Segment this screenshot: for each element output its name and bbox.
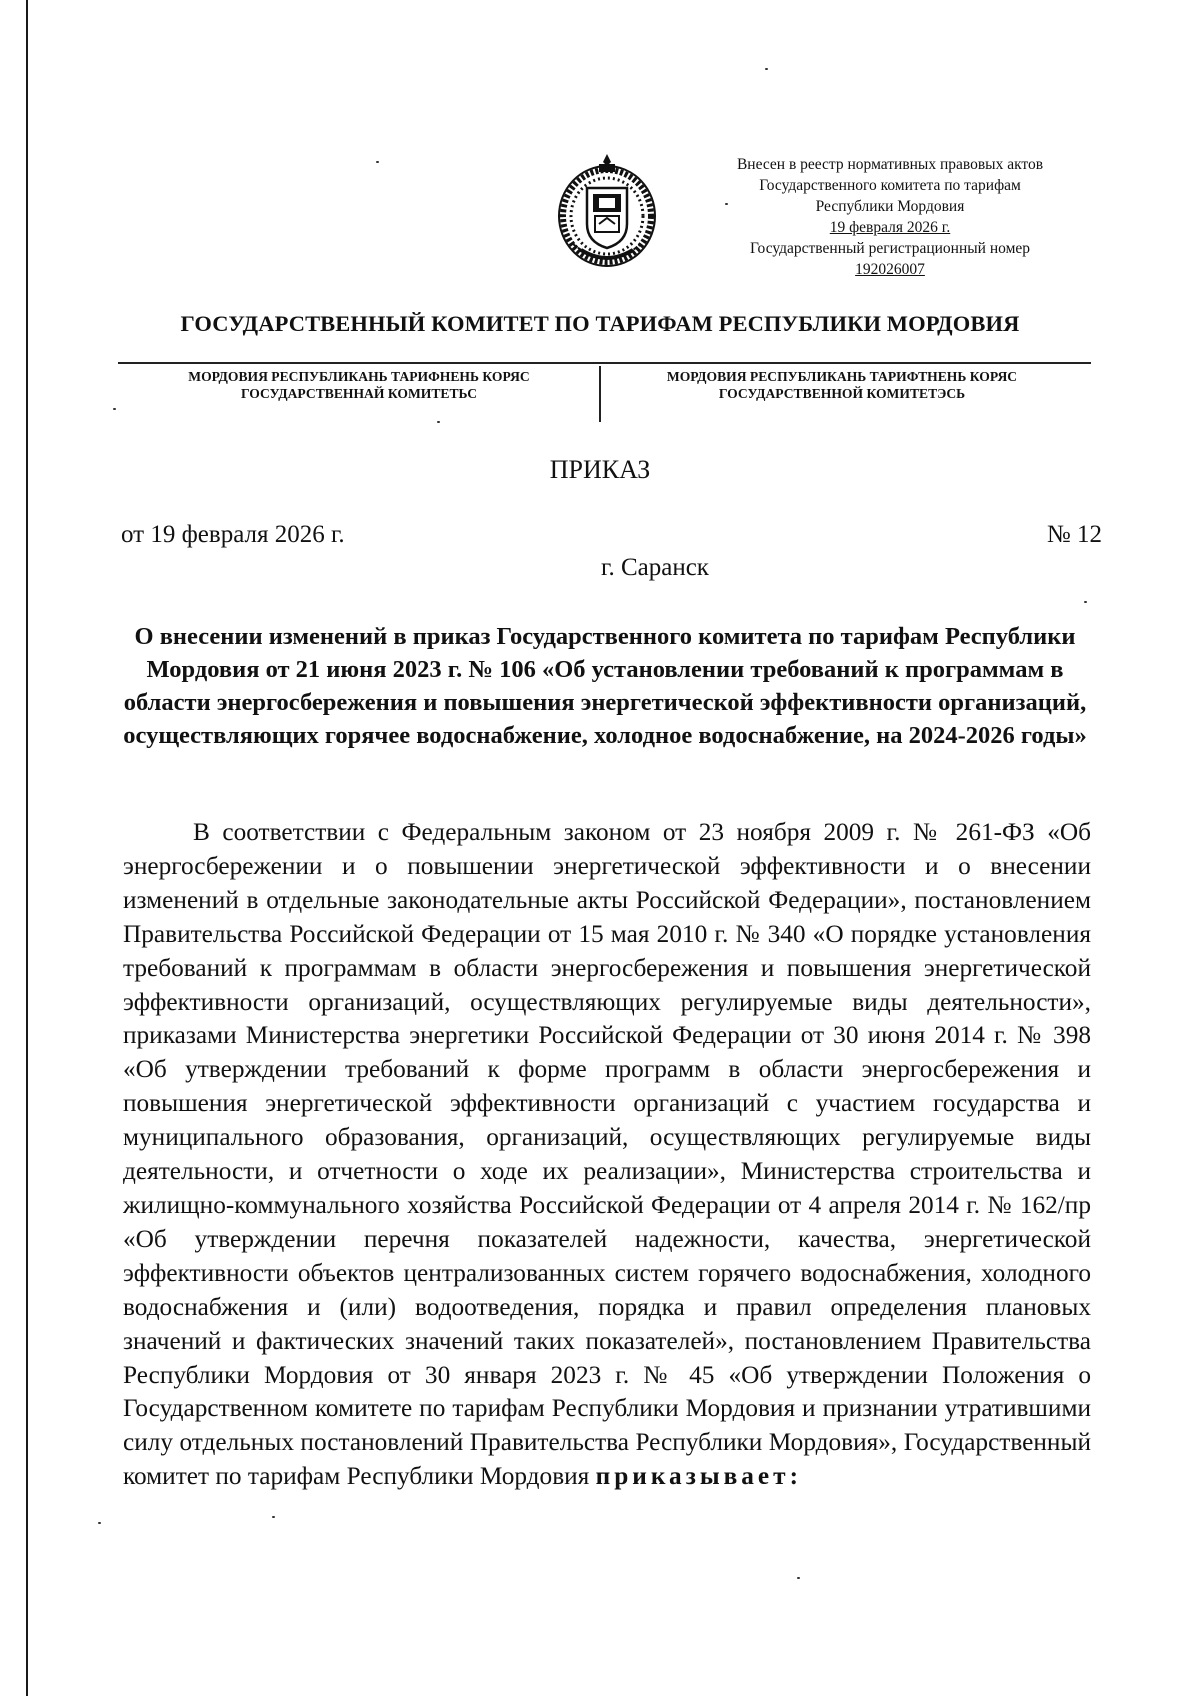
scan-speck xyxy=(272,1516,275,1518)
order-body xyxy=(123,816,1091,1494)
erzya-line: ГОСУДАРСТВЕННОЙ КОМИТЕТЭСЬ xyxy=(718,386,966,401)
coat-of-arms-emblem xyxy=(553,150,661,272)
decree-word: приказывает: xyxy=(595,1462,803,1491)
order-city: г. Саранск xyxy=(601,554,709,581)
registry-date: 19 февраля 2026 г. xyxy=(829,219,951,236)
moksha-line: МОРДОВИЯ РЕСПУБЛИКАНЬ ТАРИФНЕНЬ КОРЯС xyxy=(188,369,530,384)
registry-line: Государственный регистрационный номер xyxy=(749,240,1031,257)
organization-name-moksha xyxy=(120,368,598,402)
header-divider xyxy=(599,366,601,422)
registry-line: Республики Мордовия xyxy=(815,198,965,215)
scan-speck xyxy=(98,1522,101,1524)
registration-number: 192026007 xyxy=(855,261,925,278)
scan-speck xyxy=(797,1577,800,1579)
document-type: ПРИКАЗ xyxy=(549,455,651,484)
registry-line: Государственного комитета по тарифам xyxy=(759,177,1021,194)
scan-speck xyxy=(1084,601,1087,603)
registry-note xyxy=(690,154,1090,280)
body-paragraph: В соответствии с Федеральным законом от 23 ноября 2009 г. № 261-ФЗ «Об энергосбережении и о повышении энергетической эффективности и о внесении изменений в отдельные законодательные акты Российской Федерации», постановлением Правительства Российской Федерации от 15 мая 2010 г. № 340 «О порядке установления требований к программам в области энергосбережения и повышения энергетической эффективности организаций, осуществляющих регулируемые виды деятельности», приказами Министерства энергетики Российской Федерации от 30 июня 2014 г. № 398 «Об утверждении требований к форме программ в области энергосбережения и повышения энергетической эффективности организаций с участием государства и муниципального образования, организаций, осуществляющих регулируемые виды деятельности, и отчетности о ходе их реализации», Министерства строительства и жилищно-коммунального хозяйства Российской Федерации от 4 апреля 2014 г. № 162/пр «Об утверждении перечня показателей надежности, качества, энергетической эффективности объектов централизованных систем горячего водоснабжения, холодного водоснабжения и (или) водоотведения, порядка и правил определения плановых значений и фактических значений таких показателей», постановлением Правительства Республики Мордовия от 30 января 2023 г. № 45 «Об утверждении Положения о Государственном комитете по тарифам Республики Мордовия и признании утратившими силу отдельных постановлений Правительства Республики Мордовия», Государственный комитет по тарифам Республики Мордовия xyxy=(123,818,1091,1491)
order-title: О внесении изменений в приказ Государственного комитета по тарифам Республики Мордовия от 21 июня 2023 г. № 106 «Об установлении требований к программам в области энергосбережения и повышения энергетической эффективности организаций, осуществляющих горячее водоснабжение, холодное водоснабжение, на 2024-2026 годы» xyxy=(123,623,1087,749)
erzya-line: МОРДОВИЯ РЕСПУБЛИКАНЬ ТАРИФТНЕНЬ КОРЯС xyxy=(666,369,1018,384)
organization-title: ГОСУДАРСТВЕННЫЙ КОМИТЕТ ПО ТАРИФАМ РЕСПУБЛИКИ МОРДОВИЯ xyxy=(180,311,1020,336)
moksha-line: ГОСУДАРСТВЕННАЙ КОМИТЕТЬС xyxy=(240,386,478,401)
organization-name-erzya xyxy=(602,368,1082,402)
scan-edge-line xyxy=(26,0,28,1696)
scan-speck xyxy=(437,421,440,423)
header-rule xyxy=(118,362,1091,364)
scan-speck xyxy=(376,161,379,163)
scan-speck xyxy=(113,408,116,410)
order-date: от 19 февраля 2026 г. xyxy=(121,521,345,548)
scan-speck xyxy=(765,68,768,70)
order-number: № 12 xyxy=(1046,521,1102,548)
registry-line: Внесен в реестр нормативных правовых актов xyxy=(736,156,1044,173)
